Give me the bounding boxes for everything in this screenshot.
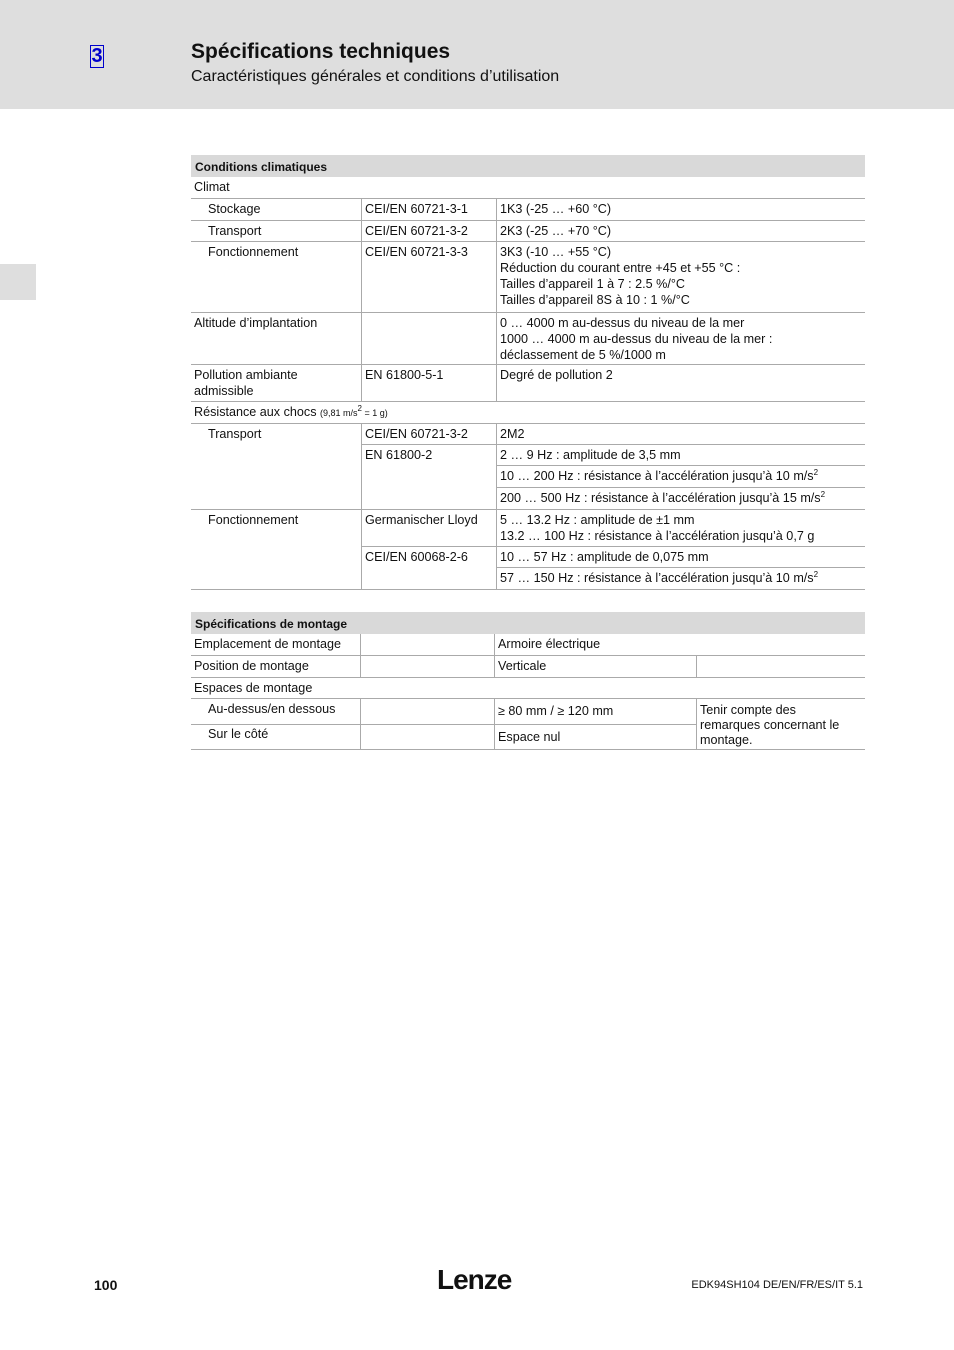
value-cell: 1K3 (-25 … +60 °C): [496, 199, 865, 221]
note-line: remarques concernant le: [700, 718, 840, 732]
standard-cell: [360, 699, 494, 725]
row-label: [191, 365, 361, 402]
table-row: [361, 445, 865, 510]
row-label: Emplacement de montage: [191, 634, 360, 656]
table-row: [191, 365, 865, 402]
clearance-group: [191, 699, 865, 750]
row-label: Transport: [191, 424, 361, 510]
page-title: Spécifications techniques: [191, 40, 451, 63]
standard-cell: CEI/EN 60721-3-2: [361, 424, 496, 445]
page-number: 100: [94, 1277, 118, 1293]
table-row: [361, 510, 865, 547]
label-note: (9,81 $m/s^2 = 1$ g): [320, 404, 388, 418]
table-row: [361, 547, 865, 590]
value-line: 5 … 13.2 Hz : amplitude de ±1 mm: [500, 513, 695, 527]
table-row: [361, 424, 865, 445]
row-label: Au-dessus/en dessous: [191, 699, 360, 725]
value-cell: Armoire électrique: [494, 634, 865, 656]
note-cell: [696, 656, 865, 678]
climate-table: [191, 155, 865, 590]
table-row: [191, 656, 865, 678]
header-band: [0, 0, 954, 109]
mounting-table: [191, 612, 865, 750]
note-cell: [696, 699, 865, 750]
row-label: Fonctionnement: [191, 242, 361, 313]
standard-cell: CEI/EN 60068-2-6: [361, 547, 496, 590]
table-row: [191, 199, 865, 221]
row-label: Sur le côté: [191, 725, 360, 750]
row-label: Stockage: [191, 199, 361, 221]
label-text: Résistance aux chocs: [194, 405, 317, 419]
standard-cell: CEI/EN 60721-3-2: [361, 221, 496, 242]
value-line: 0 … 4000 m au-dessus du niveau de la mer: [500, 316, 745, 330]
row-label: Climat: [194, 180, 230, 194]
standard-cell: CEI/EN 60721-3-3: [361, 242, 496, 313]
note-line: Tenir compte des: [700, 703, 796, 717]
value-line: Tailles d’appareil 1 à 7 : 2.5 %/°C: [500, 277, 685, 291]
note-line: montage.: [700, 733, 753, 747]
value-cell: 10 … 200 Hz : résistance à l’accélération jusqu’à 10 $m/s^2$: [496, 466, 865, 488]
row-label: Fonctionnement: [191, 510, 361, 590]
chapter-number[interactable]: 3: [91, 45, 103, 67]
standard-cell: [360, 656, 494, 678]
document-id: EDK94SH104 DE/EN/FR/ES/IT 5.1: [691, 1279, 863, 1291]
value-cell: 2M2: [496, 424, 865, 445]
table-row: [191, 221, 865, 242]
table-row: [191, 177, 865, 199]
value-line: 3K3 (-10 … +55 °C): [500, 245, 612, 259]
standard-cell: EN 61800-5-1: [361, 365, 496, 402]
standard-cell: Germanischer Lloyd: [361, 510, 496, 547]
standard-cell: [360, 725, 494, 750]
mounting-heading: Spécifications de montage: [191, 612, 865, 634]
value-cell: Espace nul: [494, 725, 696, 750]
value-cell: 10 … 57 Hz : amplitude de 0,075 mm: [496, 547, 865, 568]
value-cell: [496, 242, 865, 313]
label-line: admissible: [194, 384, 254, 398]
shock-operation-group: [191, 510, 865, 590]
value-cell: Degré de pollution 2: [496, 365, 865, 402]
table-row: [191, 242, 865, 313]
value-cell: ≥ 80 mm / ≥ 120 mm: [494, 699, 696, 725]
lenze-logo: Lenze: [437, 1264, 512, 1295]
value-line: 1000 … 4000 m au-dessus du niveau de la mer :: [500, 332, 773, 346]
value-cell: Verticale: [494, 656, 696, 678]
value-cell: 200 … 500 Hz : résistance à l’accélération jusqu’à 15 $m/s^2$: [496, 488, 865, 510]
table-row: [191, 313, 865, 365]
value-cell: 2K3 (-25 … +70 °C): [496, 221, 865, 242]
table-row: [191, 678, 865, 699]
row-label: [191, 402, 865, 423]
climate-heading: Conditions climatiques: [191, 155, 865, 177]
value-line: 13.2 … 100 Hz : résistance à l’accélération jusqu’à 0,7 g: [500, 529, 815, 543]
standard-cell: EN 61800-2: [361, 445, 496, 510]
value-cell: [496, 510, 865, 547]
shock-transport-group: [191, 424, 865, 510]
value-cell: 57 … 150 Hz : résistance à l’accélération jusqu’à 10 $m/s^2$: [496, 568, 865, 590]
value-line: Tailles d’appareil 8S à 10 : 1 %/°C: [500, 293, 690, 307]
standard-cell: CEI/EN 60721-3-1: [361, 199, 496, 221]
table-row: [191, 699, 696, 725]
label-line: Pollution ambiante: [194, 368, 298, 382]
page-subtitle: Caractéristiques générales et conditions d’utilisation: [191, 68, 560, 85]
standard-cell: [361, 313, 496, 365]
value-cell: [496, 313, 865, 365]
row-label: Espaces de montage: [194, 681, 313, 695]
table-row: [191, 402, 865, 424]
table-row: [191, 634, 865, 656]
value-line: déclassement de 5 %/1000 m: [500, 348, 666, 362]
value-line: Réduction du courant entre +45 et +55 °C :: [500, 261, 741, 275]
table-row: [191, 725, 696, 750]
value-cell: 2 … 9 Hz : amplitude de 3,5 mm: [496, 445, 865, 466]
row-label: Altitude d’implantation: [191, 313, 361, 365]
row-label: Transport: [191, 221, 361, 242]
standard-cell: [360, 634, 494, 656]
side-tab-marker: [0, 264, 36, 300]
row-label: Position de montage: [191, 656, 360, 678]
